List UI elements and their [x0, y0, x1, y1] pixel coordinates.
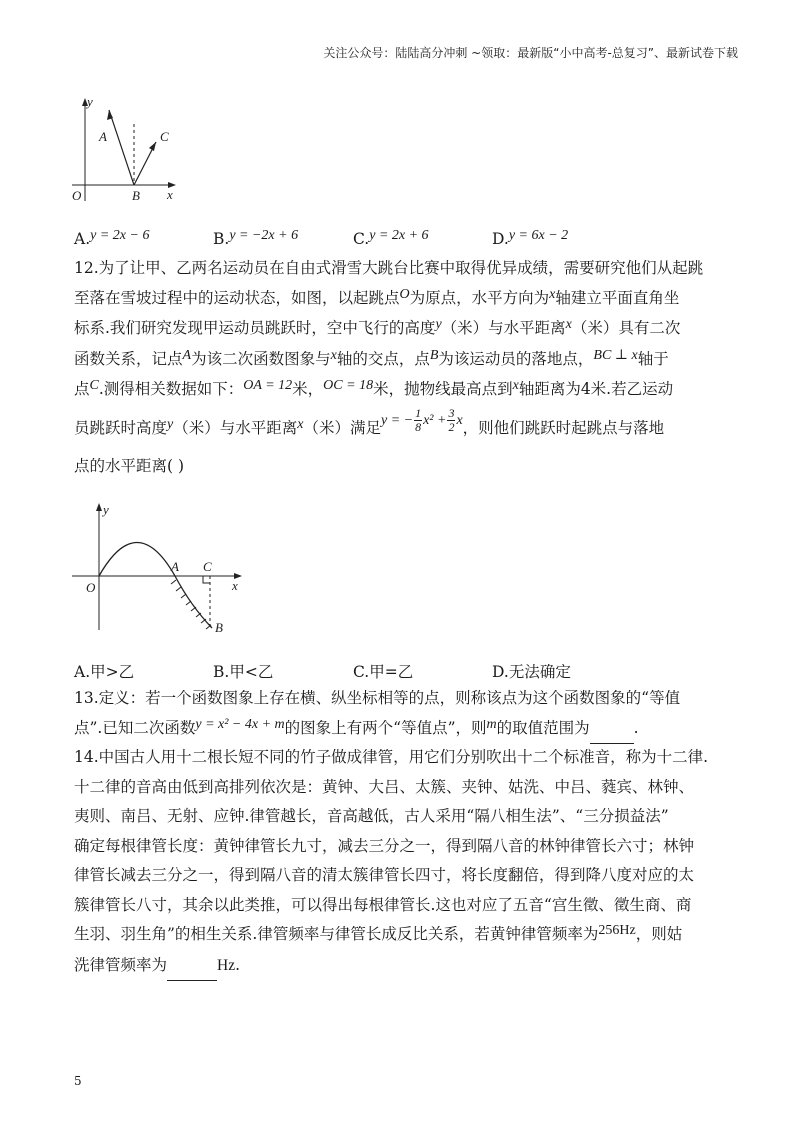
q11-options [74, 230, 734, 254]
q12-line-5: 点C.测得相关数据如下：OA = 12米，OC = 18米，抛物线最高点到x轴距离为4米.若乙运动 [74, 378, 674, 398]
q12-line-3: 标系.我们研究发现甲运动员跳跃时，空中飞行的高度y（米）与水平距离x（米）具有二次 [74, 317, 681, 337]
q12-line-2: 至落在雪坡过程中的运动状态，如图，以起跳点O为原点，水平方向为x轴建立平面直角坐 [74, 286, 680, 307]
q14-line-4: 确定每根律管长度：黄钟律管长九寸，减去三分之一，得到隔八音的林钟律管长六寸；林钟 [74, 836, 695, 855]
question-12 [74, 254, 734, 481]
q14-line-3: 夷则、南吕、无射、应钟.律管越长，音高越低，古人采用“隔八相生法”、“三分损益法” [74, 807, 669, 825]
fig2-label-x: x [232, 578, 238, 593]
fig2-label-a: A [171, 559, 179, 574]
q14-line-8: 洗律管频率为 Hz. [74, 951, 734, 982]
q13-line-2: 点”.已知二次函数y = x² − 4x + m的图象上有两个“等值点”，则m的取值范围为 . [74, 714, 734, 745]
fig1-label-b: B [132, 188, 140, 203]
fig1-label-x: x [167, 187, 173, 202]
q14-answer-blank[interactable] [167, 951, 217, 982]
q12-option-b: B.甲<乙 [213, 663, 274, 681]
question-13 [74, 684, 734, 744]
q11-option-b: B.y = −2x + 6 [213, 228, 299, 248]
fig2-label-b: B [215, 620, 223, 635]
q13-line-1: 13.定义：若一个函数图象上存在横、纵坐标相等的点，则称该点为这个函数图象的“等值 [74, 689, 681, 707]
q12-line-4: 函数关系，记点A为该二次函数图象与x轴的交点，点B为该运动员的落地点，BC ⊥ x轴于 [74, 347, 669, 368]
figure-v-graph [72, 96, 182, 206]
fig2-y-arrow [96, 503, 102, 511]
page-header: 关注公众号：陆陆高分冲刺 ~领取：最新版“小中高考-总复习”、最新试卷下载 [323, 46, 738, 60]
fig1-line-left [109, 110, 134, 185]
q14-line-1: 14.中国古人用十二根长短不同的竹子做成律管，用它们分别吹出十二个标准音，称为十二律. [74, 748, 709, 766]
q12-line-6: 员跳跃时高度y（米）与水平距离x（米）满足y = − $\frac{1}{8}$ x² + $\frac{3}{2}$ x，则他们跳跃时起跳点与落地 [74, 405, 665, 437]
fig1-label-c: C [160, 129, 169, 144]
q12-option-a: A.甲>乙 [74, 663, 135, 681]
q12-options [74, 660, 734, 684]
q11-option-d: D.y = 6x − 2 [492, 228, 569, 248]
q12-option-d: D.无法确定 [492, 663, 571, 681]
q12-line-1: 12.为了让甲、乙两名运动员在自由式滑雪大跳台比赛中取得优异成绩，需要研究他们从起跳 [74, 259, 704, 277]
page-number: 5 [74, 1074, 82, 1088]
q12-line-7: 点的水平距离( ) [74, 456, 185, 475]
fig1-label-y: y [87, 96, 93, 109]
figure-parabola [72, 500, 252, 640]
q14-line-7: 生羽、羽生角”的相生关系.律管频率与律管长成反比关系，若黄钟律管频率为256Hz，则姑 [74, 923, 683, 943]
fig2-slope-hatching [171, 580, 211, 629]
fig2-label-c: C [203, 559, 212, 574]
fig2-label-y: y [103, 502, 109, 517]
fig1-label-a: A [99, 129, 107, 144]
q13-answer-blank[interactable] [590, 714, 634, 745]
fig2-right-angle [203, 576, 210, 583]
q12-option-c: C.甲=乙 [353, 663, 414, 681]
fig1-arrow-right [149, 142, 156, 151]
fig2-label-o: O [86, 580, 96, 595]
q14-line-5: 律管长减去三分之一，得到隔八音的清太簇律管长四寸，将长度翻倍，得到降八度对应的太 [74, 866, 695, 884]
question-14 [74, 743, 734, 981]
fig1-label-o: O [72, 188, 82, 203]
q11-option-a: A.y = 2x − 6 [74, 228, 150, 248]
fig2-parabola-curve [99, 543, 212, 629]
q11-option-c: C.y = 2x + 6 [353, 228, 429, 248]
q14-line-2: 十二律的音高由低到高排列依次是：黄钟、大吕、太簇、夹钟、姑洗、中吕、蕤宾、林钟、 [74, 777, 695, 796]
q14-line-6: 簇律管长八寸，其余以此类推，可以得出每根律管长.这也对应了五音“宫生徵、徵生商、商 [74, 895, 692, 914]
q12-formula: y = − $\frac{1}{8}$ x² + $\frac{3}{2}$ x [380, 405, 463, 434]
